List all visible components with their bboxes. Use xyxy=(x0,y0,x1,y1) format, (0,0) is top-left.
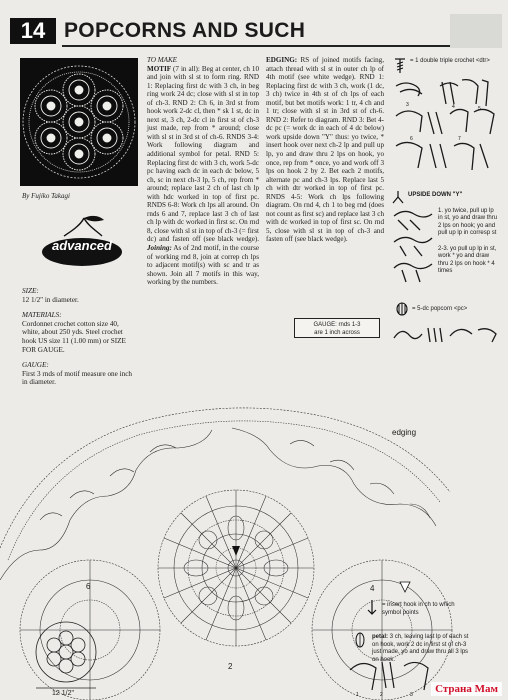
photo-credit: By Fujiko Takagi xyxy=(22,192,70,200)
upside-down-y-illustration xyxy=(392,206,436,284)
petal-note xyxy=(372,634,472,664)
crochet-diagram xyxy=(0,400,508,700)
corner-tab xyxy=(450,14,502,48)
gauge-text: First 3 rnds of motif measure one inch in diameter. xyxy=(22,369,132,387)
svg-text:1: 1 xyxy=(356,692,359,698)
edging-instructions: RS of joined motifs facing, attach thread with sl st in outer ch lp of 4th motif (see white wedge). RND 1: Replacing first dc with 3 ch, work (1 dc, 3 ch) twice in 4th st of ch lps of each motif, but bet motifs work: 1 tr, 4 ch and 1 tr; close with sl st in 3rd st of ch-6. RND 2: Refer to diagram. RND 3: Bet 4-dc pc (= work dc in each of 4 dc below) work upside down "Y" thus: yo twice, * insert hook over next ch-2 lp and pull up lp, yo and draw thru 2 lps on hook, yo once, rep from * once, yo and work off 3 lps on hook 2 by 2. Bet each 2 motifs, alternate pc and ch-3 lps. Replace last 5 ch with dtr worked in top of first pc. RNDS 4-5: Work ch lps following diagram. On rnd 4, ch 1 to beg rnd (does not count as first sc) and replace last 3 ch with dc worked in top of first sc. On rnd 5, close with sl st in top of ch-3 and fasten off (see black wedge). xyxy=(266,56,384,244)
doily-photo-graphic xyxy=(20,58,138,186)
gauge-box xyxy=(294,318,380,338)
petal-heading: petal: xyxy=(372,634,389,640)
svg-text:4: 4 xyxy=(452,104,455,110)
petal-text: 3 ch, leaving last lp of each st on hook, work 2 dc in first st of ch-3 just made, yo and draw thru all 3 lps on hook. xyxy=(372,634,469,663)
size-text: 12 1/2" in diameter. xyxy=(22,295,79,304)
svg-text:3: 3 xyxy=(410,692,413,698)
svg-text:3: 3 xyxy=(406,102,409,108)
edging-heading: EDGING: xyxy=(266,56,298,64)
popcorn-label: = 5-dc popcorn <pc> xyxy=(412,306,468,312)
size-label: 12 1/2" xyxy=(52,690,74,697)
badge-label: advanced xyxy=(52,238,112,253)
edging-label: edging xyxy=(392,428,417,437)
upside-down-y-symbol-icon xyxy=(392,190,404,204)
materials-text: Cordonnet crochet cotton size 40, white, about 250 yds. Steel crochet hook US size 11 (1.00 mm) or SIZE FOR GAUGE. xyxy=(22,319,126,354)
motif-number-4: 4 xyxy=(370,584,375,593)
motif-number-2: 2 xyxy=(228,662,233,671)
svg-text:5: 5 xyxy=(478,106,481,112)
dtr-steps-illustration xyxy=(392,76,500,186)
pattern-info xyxy=(22,280,138,387)
motif-number-6: 6 xyxy=(86,582,91,591)
joining-instructions: As of 2nd motif, in the course of working rnd 8, join at correp ch lps to adjacent motif(s) with sc and tr as shown. Join all 7 motifs in this way, working by the numbers. xyxy=(147,244,259,287)
motif-instructions: (7 in all): Beg at center, ch 10 and join with sl st to form ring. RND 1: Replacing first dc with 3 ch, in beg ring work 24 dc; close with sl st in top of ch-3. RND 2: Ch 6, in 3rd st from hook work 2-dc cl, then * sk 1 st, dc in next st, 3 ch, 2-dc cl in first st of ch-3 just made, rep from * around; close with sl st in 3rd st of ch-6. RNDS 3-4: Work following diagram and additional symbol for petal. RND 5: Replacing first dc with 3 ch, work 5-dc pc having each dc in each dc below, 5 ch, sc in next ch-3 lp, 5 ch, rep from * around; replace last 2 ch of last ch lp with hdc worked in top of first pc. RNDS 6-8: Work ch lps all around. On rnds 6 and 7, replace last 3 ch of last ch lp with dc worked in first sc. On rnd 8, close with sl st in top of ch-3 (= first dc) and fasten off (see black wedge). xyxy=(147,64,259,244)
site-watermark: Страна Мам xyxy=(431,682,502,696)
upside-down-y-heading: UPSIDE DOWN "Y" xyxy=(408,192,463,198)
popcorn-symbol-icon xyxy=(396,302,408,316)
svg-text:2: 2 xyxy=(380,692,383,698)
insert-hook-note: = insert hook in ch to which symbol points xyxy=(382,602,455,616)
step-2-3-text: 2-3. yo pull up lp in st, work * yo and draw thru 2 lps on hook * 4 times xyxy=(438,246,497,274)
materials-heading: MATERIALS: xyxy=(22,311,62,320)
gauge-box-line-2: are 1 inch across xyxy=(314,330,360,336)
gauge-box-line-1: GAUGE: rnds 1-3 xyxy=(313,322,361,328)
size-heading: SIZE: xyxy=(22,287,39,295)
instructions-column-1 xyxy=(147,56,259,287)
svg-text:6: 6 xyxy=(410,136,413,142)
gauge-heading: GAUGE: xyxy=(22,361,49,370)
difficulty-badge xyxy=(40,214,124,272)
instructions-column-2 xyxy=(266,56,384,244)
page-title: POPCORNS AND SUCH xyxy=(64,19,306,42)
popcorn-illustration xyxy=(392,322,500,344)
header xyxy=(6,14,502,48)
dtr-label: = 1 double triple crochet <dtr> xyxy=(410,58,490,64)
header-rule xyxy=(62,45,450,47)
doily-photo xyxy=(20,58,138,186)
motif-heading: MOTIF xyxy=(147,64,172,73)
svg-text:7: 7 xyxy=(458,136,461,142)
to-make-heading: TO MAKE xyxy=(147,56,178,64)
page-number: 14 xyxy=(10,18,56,44)
step-1-text: 1. yo twice, pull up lp in st, yo and draw thru 2 lps on hook; yo and pull up lp in corresp st xyxy=(438,208,498,236)
dtr-symbol-icon xyxy=(394,58,406,74)
joining-heading: Joining: xyxy=(147,244,172,253)
